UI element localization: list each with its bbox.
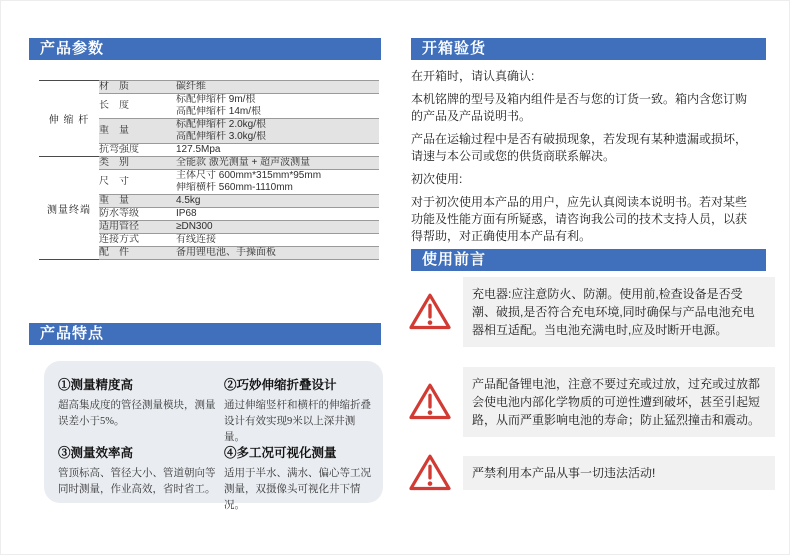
param-value: 高配伸缩杆 14m/根: [176, 106, 262, 117]
param-label: 配 件: [99, 247, 129, 258]
feature-title: ③测量效率高: [58, 446, 134, 460]
paragraph: 在开箱时，请认真确认:: [411, 69, 535, 83]
param-label: 抗弯强度: [99, 144, 139, 155]
feature-body: 适用于半水、满水、偏心等工况测量，双摄像头可视化井下情况。: [224, 468, 371, 511]
table-row: [39, 157, 379, 170]
section-header-usage-preface: 使用前言: [411, 249, 766, 271]
param-value: ≥DN300: [176, 221, 213, 232]
param-label: 重 量: [99, 195, 129, 206]
table-row: [39, 81, 379, 94]
param-label: 长 度: [99, 100, 129, 111]
warning-text: 充电器:应注意防火、防潮。使用前,检查设备是否受潮、破损,是否符合充电环境,同时确保与产品电池充电器相互适配。当电池充满电时,应及时断开电源。: [463, 277, 775, 347]
param-label: 防水等级: [99, 208, 139, 219]
param-value: 全能款 激光测量 + 超声波测量: [176, 157, 311, 168]
feature-body: 通过伸缩竖杆和横杆的伸缩折叠设计有效实现9米以上深井测量。: [224, 400, 371, 443]
paragraph: 产品在运输过程中是否有破损现象，若发现有某种遗漏或损坏，请速与本公司或您的供货商联系解决。: [411, 132, 748, 163]
param-label: 重 量: [99, 125, 129, 136]
warning-battery: [407, 367, 775, 437]
feature-body: 超高集成度的管径测量模块，测量误差小于5%。: [58, 400, 216, 427]
param-value: 主体尺寸 600mm*315mm*95mm: [176, 170, 322, 181]
param-label: 连接方式: [99, 234, 139, 245]
param-value: 备用锂电池、手操面板: [176, 247, 276, 258]
param-label: 类 别: [99, 157, 129, 168]
warning-triangle-icon: [407, 380, 453, 424]
param-label: 尺 寸: [99, 176, 129, 187]
param-value: 高配伸缩杆 3.0kg/根: [176, 131, 267, 142]
feature-title: ④多工况可视化测量: [224, 446, 337, 460]
warning-text: 严禁利用本产品从事一切违法活动!: [463, 456, 775, 490]
feature-accuracy: [58, 375, 216, 443]
feature-title: ②巧妙伸缩折叠设计: [224, 378, 337, 392]
feature-folding-design: [224, 375, 373, 443]
feature-efficiency: [58, 443, 216, 514]
group-label-measuring-terminal: 测量终端: [39, 157, 99, 260]
feature-card: [44, 361, 383, 511]
param-value: 4.5kg: [176, 195, 201, 206]
warning-illegal-use: [407, 451, 775, 495]
paragraph: 本机铭牌的型号及箱内组件是否与您的订货一致。箱内含您订购的产品及产品说明书。: [411, 92, 748, 123]
feature-visual-measurement: [224, 443, 373, 514]
param-value: 伸缩横杆 560mm-1110mm: [176, 182, 293, 193]
param-value: IP68: [176, 208, 197, 219]
feature-body: 管顶标高、管径大小、管道朝向等同时测量，作业高效，省时省工。: [58, 468, 216, 495]
unboxing-text: [411, 68, 757, 251]
spec-table: [39, 80, 379, 260]
param-label: 适用管径: [99, 221, 139, 232]
param-label: 材 质: [99, 81, 129, 92]
warning-charger: [407, 277, 775, 347]
section-header-product-params: 产品参数: [29, 38, 381, 60]
section-header-unboxing: 开箱验货: [411, 38, 766, 60]
paragraph: 初次使用:: [411, 172, 463, 186]
section-header-product-features: 产品特点: [29, 323, 381, 345]
warning-triangle-icon: [407, 290, 453, 334]
param-value: 有线连接: [176, 234, 216, 245]
group-label-telescopic-rod: 伸 缩 杆: [48, 115, 90, 126]
paragraph: 对于初次使用本产品的用户，应先认真阅读本说明书。若对某些功能及性能方面有所疑惑，请咨询我公司的技术支持人员，以获得帮助，对正确使用本产品有利。: [411, 195, 748, 243]
warning-triangle-icon: [407, 451, 453, 495]
warning-text: 产品配备锂电池，注意不要过充或过放，过充或过放都会使电池内部化学物质的可逆性遭到破坏，甚至引起短路，从而严重影响电池的寿命；防止猛烈撞击和震动。: [463, 367, 775, 437]
param-value: 标配伸缩杆 2.0kg/根: [176, 119, 267, 130]
param-value: 标配伸缩杆 9m/根: [176, 94, 256, 105]
param-value: 碳纤维: [176, 81, 206, 92]
param-value: 127.5Mpa: [176, 144, 221, 155]
feature-title: ①测量精度高: [58, 378, 134, 392]
